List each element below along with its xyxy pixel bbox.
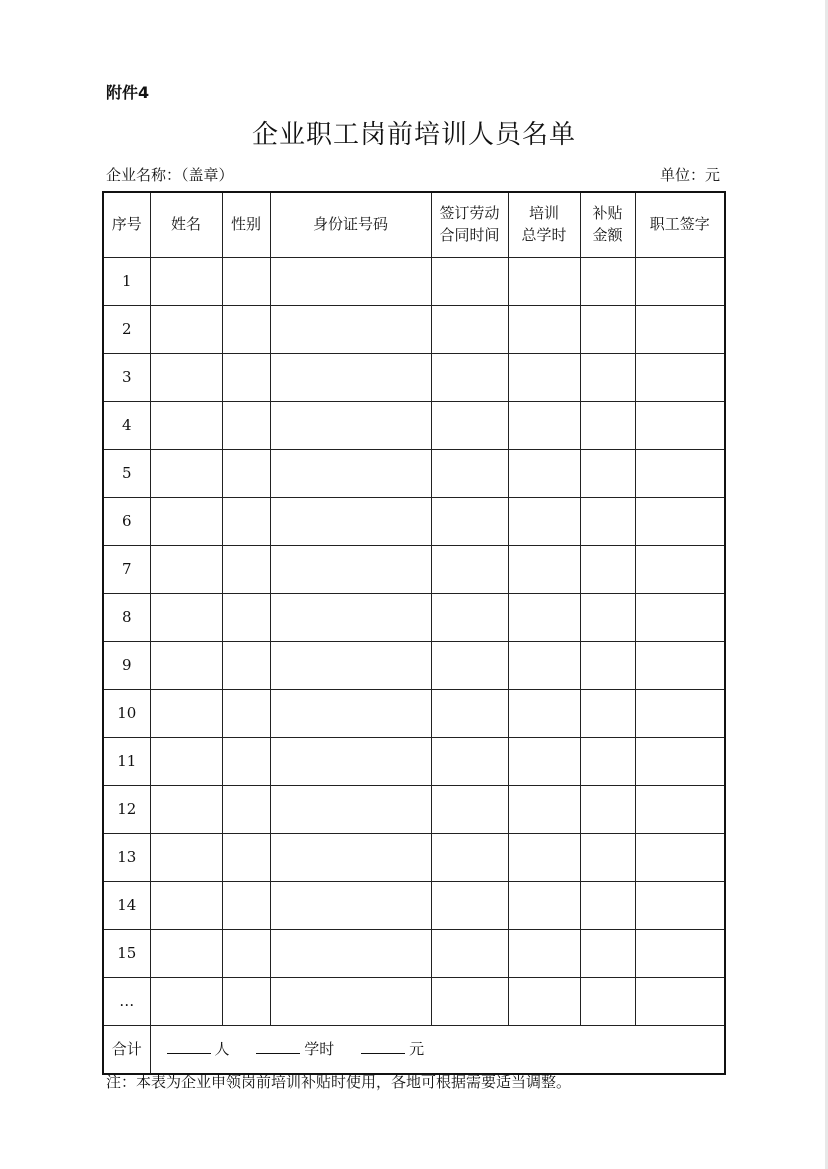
cell-subsidy-amount[interactable] <box>580 450 635 498</box>
cell-contract-date[interactable] <box>431 402 508 450</box>
cell-signature[interactable] <box>635 546 725 594</box>
cell-training-hours[interactable] <box>508 930 580 978</box>
cell-signature[interactable] <box>635 690 725 738</box>
cell-training-hours[interactable] <box>508 546 580 594</box>
cell-subsidy-amount[interactable] <box>580 354 635 402</box>
table-row <box>103 930 725 978</box>
cell-name[interactable] <box>150 690 222 738</box>
cell-signature[interactable] <box>635 642 725 690</box>
cell-signature[interactable] <box>635 786 725 834</box>
cell-id-number[interactable] <box>270 978 431 1026</box>
table-row <box>103 738 725 786</box>
cell-subsidy-amount[interactable] <box>580 738 635 786</box>
table-row <box>103 306 725 354</box>
cell-name[interactable] <box>150 978 222 1026</box>
row-number: 12 <box>103 786 150 834</box>
cell-training-hours[interactable] <box>508 786 580 834</box>
row-number: 1 <box>103 258 150 306</box>
cell-training-hours[interactable] <box>508 498 580 546</box>
row-number: 10 <box>103 690 150 738</box>
cell-subsidy-amount[interactable] <box>580 930 635 978</box>
cell-training-hours[interactable] <box>508 738 580 786</box>
attachment-label: 附件4 <box>106 83 150 102</box>
total-people-blank[interactable] <box>167 1039 211 1054</box>
cell-id-number[interactable] <box>270 306 431 354</box>
col-header-name: 姓名 <box>150 192 222 258</box>
row-number: 13 <box>103 834 150 882</box>
cell-id-number[interactable] <box>270 834 431 882</box>
cell-training-hours[interactable] <box>508 978 580 1026</box>
table-row <box>103 594 725 642</box>
cell-name[interactable] <box>150 594 222 642</box>
row-number: 6 <box>103 498 150 546</box>
table-row <box>103 546 725 594</box>
table-row <box>103 834 725 882</box>
cell-id-number[interactable] <box>270 930 431 978</box>
total-label: 合计 <box>103 1026 150 1075</box>
cell-signature[interactable] <box>635 354 725 402</box>
total-row <box>103 1026 725 1075</box>
cell-contract-date[interactable] <box>431 258 508 306</box>
cell-training-hours[interactable] <box>508 402 580 450</box>
cell-subsidy-amount[interactable] <box>580 594 635 642</box>
cell-id-number[interactable] <box>270 498 431 546</box>
cell-training-hours[interactable] <box>508 354 580 402</box>
col-header-subsidy-amount: 补贴 金额 <box>580 192 635 258</box>
col-header-index: 序号 <box>103 192 150 258</box>
cell-signature[interactable] <box>635 450 725 498</box>
cell-signature[interactable] <box>635 882 725 930</box>
row-number: 7 <box>103 546 150 594</box>
cell-signature[interactable] <box>635 834 725 882</box>
cell-training-hours[interactable] <box>508 690 580 738</box>
cell-signature[interactable] <box>635 402 725 450</box>
col-header-contract-date: 签订劳动 合同时间 <box>431 192 508 258</box>
cell-training-hours[interactable] <box>508 834 580 882</box>
cell-training-hours[interactable] <box>508 642 580 690</box>
cell-contract-date[interactable] <box>431 306 508 354</box>
table-row <box>103 258 725 306</box>
cell-subsidy-amount[interactable] <box>580 258 635 306</box>
cell-gender[interactable] <box>222 930 270 978</box>
cell-gender[interactable] <box>222 450 270 498</box>
total-hours[interactable]: 学时 <box>254 1040 334 1058</box>
total-amount-blank[interactable] <box>361 1039 405 1054</box>
cell-subsidy-amount[interactable] <box>580 978 635 1026</box>
table-row <box>103 978 725 1026</box>
row-number: 14 <box>103 882 150 930</box>
cell-name[interactable] <box>150 306 222 354</box>
cell-name[interactable] <box>150 498 222 546</box>
table-row <box>103 498 725 546</box>
row-number: 2 <box>103 306 150 354</box>
cell-id-number[interactable] <box>270 642 431 690</box>
cell-contract-date[interactable] <box>431 354 508 402</box>
cell-subsidy-amount[interactable] <box>580 882 635 930</box>
cell-subsidy-amount[interactable] <box>580 546 635 594</box>
cell-gender[interactable] <box>222 354 270 402</box>
cell-contract-date[interactable] <box>431 882 508 930</box>
table-row <box>103 402 725 450</box>
cell-signature[interactable] <box>635 306 725 354</box>
cell-contract-date[interactable] <box>431 690 508 738</box>
table-row <box>103 786 725 834</box>
cell-name[interactable] <box>150 642 222 690</box>
cell-contract-date[interactable] <box>431 930 508 978</box>
cell-subsidy-amount[interactable] <box>580 498 635 546</box>
col-header-signature: 职工签字 <box>635 192 725 258</box>
cell-id-number[interactable] <box>270 690 431 738</box>
total-amount[interactable]: 元 <box>359 1040 424 1058</box>
cell-signature[interactable] <box>635 498 725 546</box>
cell-gender[interactable] <box>222 738 270 786</box>
row-number: 3 <box>103 354 150 402</box>
cell-gender[interactable] <box>222 546 270 594</box>
cell-subsidy-amount[interactable] <box>580 834 635 882</box>
cell-contract-date[interactable] <box>431 642 508 690</box>
cell-gender[interactable] <box>222 690 270 738</box>
cell-contract-date[interactable] <box>431 498 508 546</box>
cell-name[interactable] <box>150 402 222 450</box>
cell-gender[interactable] <box>222 258 270 306</box>
unit-label: 单位：元 <box>659 166 720 184</box>
cell-name[interactable] <box>150 786 222 834</box>
cell-name[interactable] <box>150 930 222 978</box>
total-hours-blank[interactable] <box>256 1039 300 1054</box>
cell-subsidy-amount[interactable] <box>580 690 635 738</box>
cell-gender[interactable] <box>222 594 270 642</box>
cell-id-number[interactable] <box>270 546 431 594</box>
cell-name[interactable] <box>150 546 222 594</box>
cell-training-hours[interactable] <box>508 258 580 306</box>
cell-training-hours[interactable] <box>508 594 580 642</box>
footnote: 注：本表为企业申领岗前培训补贴时使用，各地可根据需要适当调整。 <box>106 1073 572 1091</box>
cell-id-number[interactable] <box>270 450 431 498</box>
row-number: 8 <box>103 594 150 642</box>
cell-gender[interactable] <box>222 978 270 1026</box>
cell-subsidy-amount[interactable] <box>580 402 635 450</box>
roster-table <box>102 191 726 1075</box>
col-header-id-number: 身份证号码 <box>270 192 431 258</box>
document-title: 企业职工岗前培训人员名单 <box>251 120 576 150</box>
cell-name[interactable] <box>150 354 222 402</box>
table-row <box>103 642 725 690</box>
cell-id-number[interactable] <box>270 258 431 306</box>
cell-contract-date[interactable] <box>431 978 508 1026</box>
cell-gender[interactable] <box>222 402 270 450</box>
row-number: 15 <box>103 930 150 978</box>
cell-signature[interactable] <box>635 258 725 306</box>
table-row <box>103 450 725 498</box>
cell-name[interactable] <box>150 450 222 498</box>
cell-name[interactable] <box>150 738 222 786</box>
cell-id-number[interactable] <box>270 594 431 642</box>
cell-contract-date[interactable] <box>431 450 508 498</box>
row-number: 9 <box>103 642 150 690</box>
cell-id-number[interactable] <box>270 738 431 786</box>
cell-id-number[interactable] <box>270 354 431 402</box>
cell-gender[interactable] <box>222 786 270 834</box>
cell-training-hours[interactable] <box>508 450 580 498</box>
cell-gender[interactable] <box>222 306 270 354</box>
cell-contract-date[interactable] <box>431 786 508 834</box>
cell-name[interactable] <box>150 258 222 306</box>
cell-gender[interactable] <box>222 834 270 882</box>
header-row <box>103 192 725 258</box>
col-header-gender: 性别 <box>222 192 270 258</box>
cell-id-number[interactable] <box>270 402 431 450</box>
cell-subsidy-amount[interactable] <box>580 786 635 834</box>
row-number: 11 <box>103 738 150 786</box>
cell-name[interactable] <box>150 834 222 882</box>
cell-training-hours[interactable] <box>508 882 580 930</box>
cell-name[interactable] <box>150 882 222 930</box>
cell-signature[interactable] <box>635 594 725 642</box>
cell-contract-date[interactable] <box>431 738 508 786</box>
row-number: 5 <box>103 450 150 498</box>
cell-gender[interactable] <box>222 882 270 930</box>
company-name-label: 企业名称：（盖章） <box>106 166 234 184</box>
cell-subsidy-amount[interactable] <box>580 642 635 690</box>
cell-subsidy-amount[interactable] <box>580 306 635 354</box>
table-row <box>103 354 725 402</box>
cell-contract-date[interactable] <box>431 834 508 882</box>
cell-training-hours[interactable] <box>508 306 580 354</box>
cell-gender[interactable] <box>222 642 270 690</box>
total-people[interactable]: 人 <box>165 1040 230 1058</box>
cell-gender[interactable] <box>222 498 270 546</box>
row-number: … <box>103 978 150 1026</box>
total-fields <box>150 1026 725 1075</box>
col-header-training-hours: 培训 总学时 <box>508 192 580 258</box>
cell-contract-date[interactable] <box>431 594 508 642</box>
cell-contract-date[interactable] <box>431 546 508 594</box>
row-number: 4 <box>103 402 150 450</box>
table-row <box>103 690 725 738</box>
cell-id-number[interactable] <box>270 786 431 834</box>
cell-signature[interactable] <box>635 930 725 978</box>
cell-id-number[interactable] <box>270 882 431 930</box>
table-row <box>103 882 725 930</box>
cell-signature[interactable] <box>635 978 725 1026</box>
cell-signature[interactable] <box>635 738 725 786</box>
